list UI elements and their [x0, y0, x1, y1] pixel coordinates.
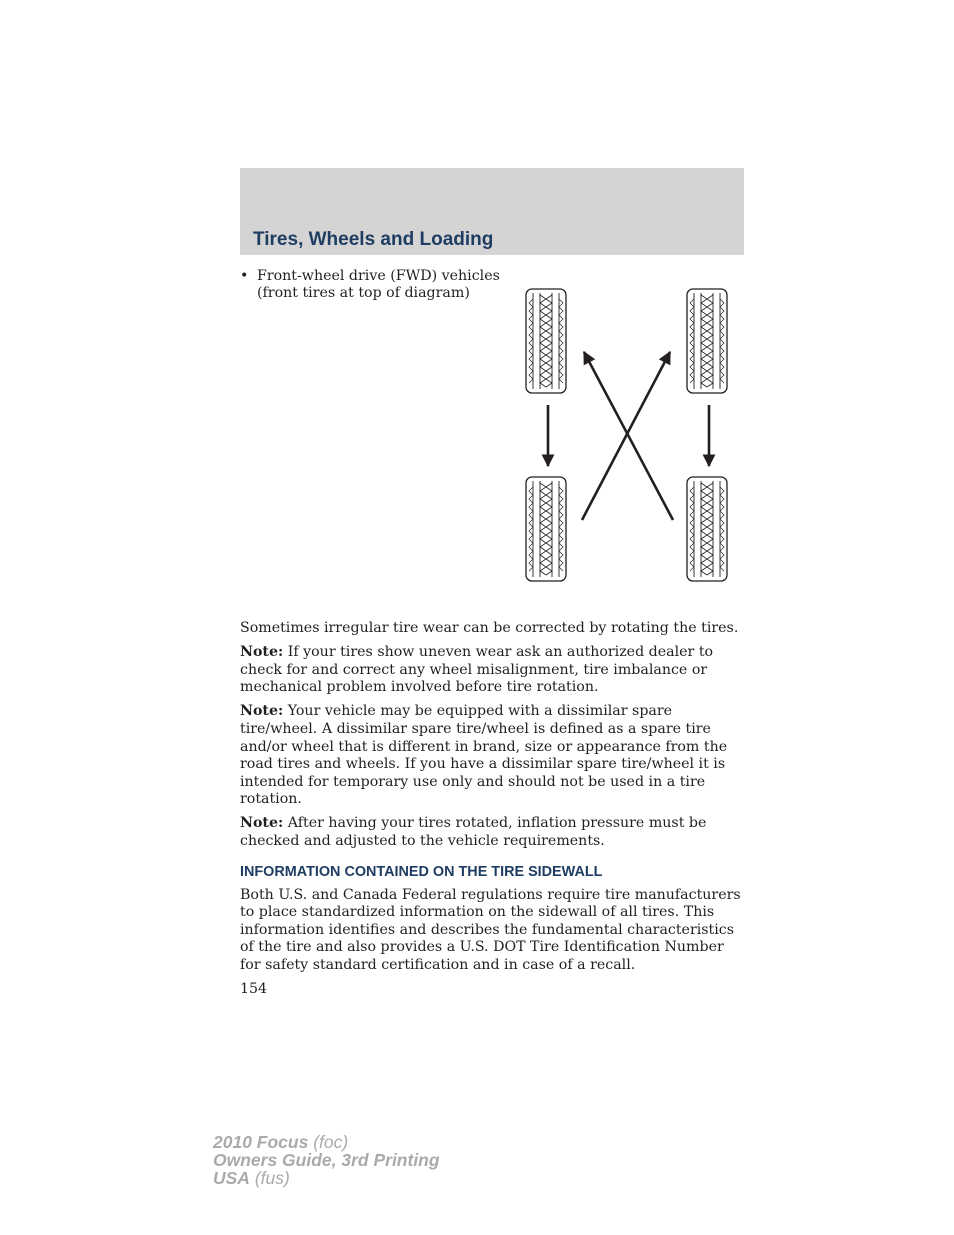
note-inflation-pressure: [240, 815, 746, 850]
footer-guide: Owners Guide, 3rd Printing: [213, 1150, 440, 1170]
note-label: Note:: [240, 815, 284, 832]
footer-region-code: (fus): [249, 1168, 290, 1188]
tire-rear-right-icon: [687, 477, 727, 581]
arrow-rear-right-to-front-left-icon: [584, 352, 673, 520]
paragraph-rotation: Sometimes irregular tire wear can be corrected by rotating the tires.: [240, 620, 739, 636]
arrow-rear-left-to-front-right-icon: [582, 352, 670, 520]
footer-model-code: (foc): [308, 1132, 349, 1152]
note-label: Note:: [240, 644, 284, 661]
note-text: Your vehicle may be equipped with a dissimilar spare tire/wheel. A dissimilar spare tire/wheel is defined as a spare tire and/or wheel that is different in brand, size or appearance from the road tires and wheels. If you have a dissimilar spare tire/wheel it is intended for temporary use only and should not be used in a tire rotation.: [240, 703, 728, 808]
subheading-sidewall: INFORMATION CONTAINED ON THE TIRE SIDEWALL: [240, 863, 603, 880]
footer-model: 2010 Focus: [213, 1132, 309, 1152]
note-uneven-wear: [240, 644, 746, 697]
tire-front-left-icon: [526, 289, 566, 393]
note-label: Note:: [240, 703, 284, 720]
body-text: [240, 620, 746, 999]
page-number: 154: [240, 981, 268, 998]
paragraph-sidewall: Both U.S. and Canada Federal regulations require tire manufacturers to place standardized information on the sidewall of all tires. This information identifies and describes the fundamental characteristics of the tire and also provides a U.S. DOT Tire Identification Number for safety standard certification and in case of a recall.: [240, 886, 741, 973]
bullet-dot: •: [240, 268, 249, 284]
footer-line-region: [213, 1169, 440, 1187]
tire-front-right-icon: [687, 289, 727, 393]
note-dissimilar-spare: [240, 703, 746, 809]
footer-region: USA: [213, 1168, 250, 1188]
section-title: Tires, Wheels and Loading: [253, 229, 494, 250]
tire-rotation-diagram: [518, 286, 734, 586]
footer-line-model: [213, 1133, 440, 1151]
bullet-text: Front-wheel drive (FWD) vehicles (front tires at top of diagram): [257, 268, 500, 301]
note-text: After having your tires rotated, inflation pressure must be checked and adjusted to the vehicle requirements.: [240, 815, 707, 850]
bullet-item: [240, 268, 500, 302]
footer: [213, 1133, 440, 1187]
footer-line-guide: [213, 1151, 440, 1169]
note-text: If your tires show uneven wear ask an authorized dealer to check for and correct any wheel misalignment, tire imbalance or mechanical problem involved before tire rotation.: [240, 644, 714, 696]
tire-rear-left-icon: [526, 477, 566, 581]
